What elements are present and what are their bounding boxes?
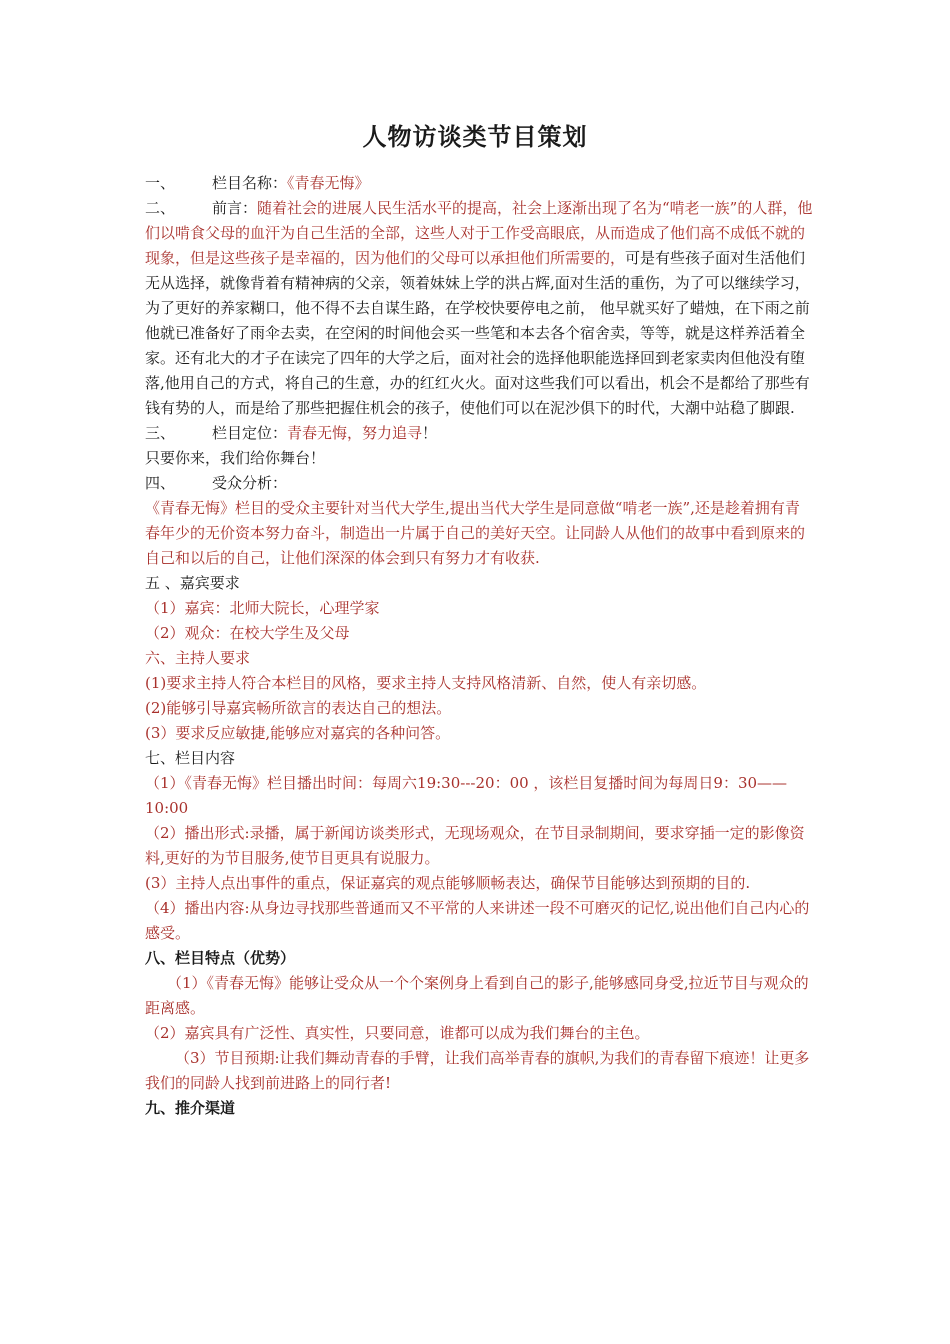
guest-item: （2）观众：在校大学生及父母	[145, 624, 350, 642]
guest-item: （1）嘉宾：北师大院长，心理学家	[145, 599, 380, 617]
preface-text: 可是有些孩子面对生活他们无从选择，就像背着有精神病的父亲，领着妹妹上学的洪占辉,面对生活的重伤，为了可以继续学习，为了更好的养家糊口，他不得不去自谋生路，在学校快要停电之前， 他早就买好了蜡烛，在下雨之前他就已准备好了雨伞去卖，在空闲的时间他会买一些笔和本去各个宿舍卖，等等，就是这样养活着全家。还有北大的才子在读完了四年的大学之后，面对社会的选择他职能选择回到老家卖肉但他没有堕落,他用自己的方式，将自己的生意，办的红红火火。面对这些我们可以看出，机会不是都给了那些有钱有势的人，而是给了那些把握住机会的孩子，使他们可以在泥沙俱下的时代，大潮中站稳了脚跟.	[145, 249, 810, 417]
section-2	[145, 196, 813, 421]
section-3	[145, 421, 813, 446]
host-requirement-item: (2)能够引导嘉宾畅所欲言的表达自己的想法。	[145, 699, 452, 717]
host-requirement-item: (3）要求反应敏捷,能够应对嘉宾的各种问答。	[145, 724, 451, 742]
section-5-heading: 五 、嘉宾要求	[145, 574, 240, 592]
content-item: （4）播出内容:从身边寻找那些普通而又不平常的人来讲述一段不可磨灭的记忆,说出他们自己内心的感受。	[145, 899, 810, 942]
section-label: 受众分析：	[212, 474, 288, 492]
section-label: 前言：	[212, 199, 258, 217]
section-1	[145, 171, 813, 196]
page-title: 人物访谈类节目策划	[362, 122, 588, 151]
host-requirement-item: (1)要求主持人符合本栏目的风格，要求主持人支持风格清新、自然，使人有亲切感。	[145, 674, 707, 692]
feature-item: （1）《青春无悔》能够让受众从一个个案例身上看到自己的影子,能够感同身受,拉近节目与观众的距离感。	[145, 974, 809, 1017]
feature-item: （2）嘉宾具有广泛性、真实性，只要同意，谁都可以成为我们舞台的主色。	[145, 1024, 650, 1042]
section-7-heading: 七、栏目内容	[145, 749, 236, 767]
content-item: （1）《青春无悔》栏目播出时间：每周六19:30---20：00 ，该栏目复播时间为每周日9：30——10:00	[145, 774, 788, 817]
section-number: 二、	[145, 199, 176, 217]
feature-item: （3）节目预期:让我们舞动青春的手臂，让我们高举青春的旗帜,为我们的青春留下痕迹！让更多我们的同龄人找到前进路上的同行者!	[145, 1049, 810, 1092]
section-4	[145, 471, 813, 496]
program-name: 《青春无悔》	[287, 174, 370, 192]
content-item: (3）主持人点出事件的重点，保证嘉宾的观点能够顺畅表达，确保节目能够达到预期的目的.	[145, 874, 751, 892]
section-number: 三、	[145, 424, 176, 442]
section-number: 一、	[145, 174, 176, 192]
section-9-heading: 九、推介渠道	[145, 1099, 236, 1117]
section-number: 四、	[145, 474, 176, 492]
section-6-heading: 六、主持人要求	[145, 649, 251, 667]
slogan-line: 只要你来，我们给你舞台！	[145, 449, 326, 467]
positioning-end: ！	[422, 424, 438, 442]
content-item: （2）播出形式:录播，属于新闻访谈类形式，无现场观众，在节目录制期间，要求穿插一定的影像资料,更好的为节目服务,使节目更具有说服力。	[145, 824, 805, 867]
positioning-text: 青春无悔，努力追寻	[287, 424, 423, 442]
document-body	[145, 171, 813, 1121]
audience-analysis-text: 《青春无悔》栏目的受众主要针对当代大学生,提出当代大学生是同意做“啃老一族”,还是趁着拥有青春年少的无价资本努力奋斗，制造出一片属于自己的美好天空。让同龄人从他们的故事中看到原来的自己和以后的自己，让他们深深的体会到只有努力才有收获.	[145, 499, 806, 567]
section-label: 栏目名称：	[212, 174, 288, 192]
preface-red-text: 随着社会的进展人民生活水平的提高，社会上逐渐出现了名为“啃老一族”的人群，他们以啃食父母的血汗为自己生活的全部，这些人对于工作受高眼底，从而造成了他们高不成低不就的现象，但是这些孩子是幸福的，因为他们的父母可以承担他们所需要的，	[145, 199, 813, 267]
section-label: 栏目定位：	[212, 424, 288, 442]
section-8-heading: 八、栏目特点（优势）	[145, 949, 296, 967]
